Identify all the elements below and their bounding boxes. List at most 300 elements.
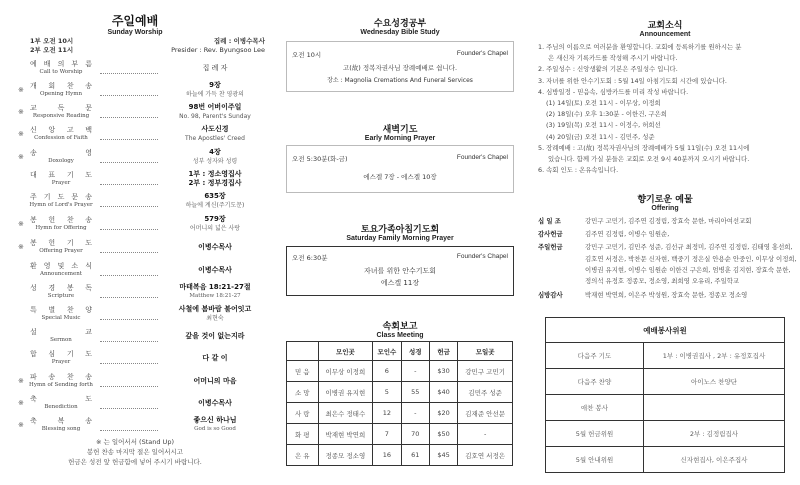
- stand-up-note: ※ 는 일어서서 (Stand Up): [96, 438, 174, 446]
- dotted-leader: [100, 229, 158, 230]
- order-item: [0, 372, 270, 394]
- order-item-char: 경: [48, 284, 56, 292]
- order-item-name-en: Doxology: [48, 158, 74, 164]
- order-item-char: 기: [66, 239, 74, 247]
- sunday-worship-heading: [0, 12, 270, 36]
- order-item-name-en: Special Music: [41, 315, 81, 321]
- dotted-leader: [100, 386, 158, 387]
- offering-list: [538, 216, 798, 301]
- order-item-value-main: 9장: [209, 81, 221, 89]
- stand-up-icon: ※: [18, 86, 24, 94]
- class-meeting-cell: 7: [373, 424, 401, 445]
- class-meeting-header-cell: 모인수: [373, 342, 401, 361]
- dotted-leader: [100, 139, 158, 140]
- class-meeting-cell: 정종모 정소영: [318, 445, 373, 466]
- dotted-leader: [100, 117, 158, 118]
- order-item-char: 찬: [66, 82, 74, 90]
- class-meeting-header-cell: 헌금: [429, 342, 457, 361]
- stand-up-icon: ※: [18, 153, 24, 161]
- announcement-item: 은 새신자 기록카드를 작성해 주시기 바랍니다.: [548, 54, 678, 63]
- order-item: [0, 349, 270, 371]
- service-assignee: 1부 : 이병권집사 , 2부 : 유정호집사: [644, 343, 785, 369]
- wednesday-subtitle: Wednesday Bible Study: [360, 29, 440, 36]
- wednesday-title: 수요성경공부: [373, 19, 427, 29]
- order-item-char: 도: [85, 350, 92, 358]
- order-item-value-main: 마태복음 18:21-27절: [179, 283, 251, 291]
- order-item-char: 송: [30, 149, 37, 157]
- sunday-worship-subtitle: Sunday Worship: [107, 29, 163, 36]
- announcement-list: [538, 42, 796, 176]
- dotted-leader: [100, 73, 158, 74]
- order-item: [0, 327, 270, 349]
- order-item-char: 환: [30, 262, 37, 270]
- saturday-heading: [270, 222, 530, 242]
- order-item-name: [30, 103, 92, 113]
- class-meeting-cell: 화 평: [287, 424, 319, 445]
- order-item-value-main: 이병수목사: [198, 266, 232, 274]
- dawn-time: 오전 5:30분(화-금): [292, 155, 348, 163]
- dotted-leader: [100, 184, 158, 185]
- offering-note-1: 봉헌 찬송 마지막 절은 일어서시고: [86, 448, 184, 456]
- order-item-char: 기: [66, 350, 74, 358]
- saturday-box: [286, 246, 514, 296]
- order-item: [0, 148, 270, 170]
- announcement-item: (3) 19일(목) 오전 11시 - 이정수, 허희선: [546, 121, 661, 130]
- order-item-value-main: 사도신경: [201, 125, 229, 133]
- order-item-value-main: 다 같 이: [202, 354, 228, 362]
- order-item-name-en: Responsive Reading: [32, 113, 90, 119]
- wednesday-time: 오전 10시: [292, 51, 322, 59]
- service-times: [30, 37, 73, 54]
- order-item-char: 도: [57, 193, 65, 201]
- class-meeting-cell: 은 유: [287, 445, 319, 466]
- order-item-name: [30, 148, 92, 158]
- stand-up-icon: ※: [18, 377, 24, 385]
- order-item-value: [165, 170, 265, 188]
- order-item-value: [165, 64, 265, 73]
- order-item-value: [165, 192, 265, 210]
- order-item-value: [165, 399, 265, 408]
- order-item-char: 영: [43, 262, 51, 270]
- order-item-name-en: Benediction: [44, 404, 78, 410]
- order-item-value-main: 98번 어버이주일: [188, 103, 242, 111]
- dotted-leader: [100, 95, 158, 96]
- stand-up-icon: ※: [18, 399, 24, 407]
- stand-up-icon: ※: [18, 130, 24, 138]
- offering-names: 강민구 고민기, 김주연 김정림, 장효숙 문한, 마리아여선교회: [585, 217, 752, 225]
- dawn-title: 새벽기도: [382, 125, 418, 135]
- order-item-char: 헌: [48, 216, 56, 224]
- order-item-char: 소: [71, 262, 79, 270]
- announcement-item: 2. 주일성수 : 신앙생활의 기본은 주일성수 입니다.: [538, 65, 678, 74]
- wednesday-box: [286, 41, 514, 92]
- order-item-char: 송: [85, 417, 92, 425]
- offering-label: 심방감사: [538, 291, 563, 300]
- order-item-char: 독: [57, 104, 65, 112]
- order-item-value: [165, 305, 265, 323]
- order-item-char: 기: [66, 171, 74, 179]
- order-item-char: 송: [85, 373, 92, 381]
- offering-subtitle: Offering: [651, 205, 679, 212]
- order-item-name: [30, 215, 92, 225]
- class-meeting-cell: -: [401, 403, 429, 424]
- order-item-char: 문: [85, 104, 92, 112]
- order-item-value: [165, 416, 265, 434]
- order-item-value: [165, 354, 265, 363]
- order-item-char: 개: [30, 82, 37, 90]
- service-committee-row: [546, 369, 785, 395]
- order-item-name-en: Prayer: [51, 180, 71, 186]
- order-item: [0, 81, 270, 103]
- order-item-char: 앙: [48, 126, 56, 134]
- class-meeting-cell: $20: [429, 403, 457, 424]
- dotted-leader: [100, 341, 158, 342]
- service-committee-row: [546, 395, 785, 421]
- order-item: [0, 170, 270, 192]
- order-item-name: [30, 192, 92, 202]
- announcement-item: (4) 20일(금) 오전 11시 - 김민주, 성준: [546, 132, 655, 141]
- class-meeting-cell: 믿 음: [287, 361, 319, 382]
- order-item-char: 봉: [30, 216, 37, 224]
- offering-label: 주일헌금: [538, 243, 563, 252]
- order-item-char: 송: [85, 82, 92, 90]
- class-meeting-cell: 박재현 박연희: [318, 424, 373, 445]
- order-item-char: 부: [71, 60, 79, 68]
- order-item-name: [30, 416, 92, 426]
- order-item-char: 헌: [48, 239, 56, 247]
- order-item-name-en: Hymn of Sending forth: [29, 382, 93, 388]
- saturday-time: 오전 6:30분: [292, 254, 328, 262]
- order-item-name-en: Hymn for Offering: [35, 225, 87, 231]
- offering-row: [538, 242, 798, 287]
- service-role: 5월 안내위원: [546, 447, 644, 473]
- presider-en: Presider : Rev. Byungsoo Lee: [171, 45, 265, 54]
- dotted-leader: [100, 162, 158, 163]
- service-committee-title: 예배봉사위원: [546, 318, 785, 343]
- order-item: [0, 192, 270, 214]
- class-meeting-header-cell: 모인곳: [318, 342, 373, 361]
- sunday-worship-column: [0, 0, 270, 485]
- offering-row: [538, 229, 798, 240]
- order-item-value-main: 집 례 자: [202, 64, 228, 72]
- service-assignee: [644, 395, 785, 421]
- dawn-box: [286, 145, 514, 193]
- class-meeting-cell: 16: [373, 445, 401, 466]
- order-item-char: 도: [85, 171, 92, 179]
- service-assignee: 2부 : 김정림집사: [644, 421, 785, 447]
- class-meeting-subtitle: Class Meeting: [376, 332, 424, 339]
- order-item-name-en: Offering Prayer: [39, 248, 83, 254]
- dotted-leader: [100, 430, 158, 431]
- stand-up-icon: ※: [18, 243, 24, 251]
- order-item-char: 양: [85, 306, 92, 314]
- order-item-char: 복: [57, 417, 65, 425]
- order-item-name: [30, 305, 92, 315]
- class-meeting-cell: $50: [429, 424, 457, 445]
- order-item-name-en: Hymn of Lord's Prayer: [29, 202, 93, 208]
- class-meeting-cell: 55: [401, 382, 429, 403]
- service-assignee: 아이노스 찬양단: [644, 369, 785, 395]
- sunday-worship-title: 주일예배: [111, 14, 159, 28]
- order-item-char: 찬: [66, 216, 74, 224]
- stand-up-icon: ※: [18, 108, 24, 116]
- wednesday-location: 장소 : Magnolia Cremations And Funeral Services: [327, 77, 473, 84]
- class-meeting-heading: [270, 319, 530, 339]
- saturday-scripture: 에스겔 11장: [380, 279, 420, 287]
- order-item-name: [30, 372, 92, 382]
- order-item-char: 백: [85, 126, 92, 134]
- order-item-value-sub: God is so Good: [194, 426, 236, 432]
- order-item-value: [165, 215, 265, 233]
- order-item-value-sub: No. 98, Parent's Sunday: [179, 113, 251, 120]
- order-item-value-sub: 최현숙: [206, 315, 224, 322]
- order-item-char: 독: [85, 284, 92, 292]
- order-item: [0, 59, 270, 81]
- order-item-char: 영: [85, 149, 92, 157]
- order-item-name: [30, 283, 92, 293]
- order-item-char: 기: [43, 193, 51, 201]
- wednesday-heading: [270, 16, 530, 36]
- offering-heading: [530, 192, 800, 212]
- order-item-value: [165, 377, 265, 386]
- saturday-title: 토요가족아침기도회: [360, 225, 440, 235]
- order-item-char: 별: [48, 306, 56, 314]
- order-item-name-en: Blessing song: [41, 426, 81, 432]
- offering-row: [538, 290, 798, 301]
- order-item-value-sub: 성부 성자와 성령: [192, 158, 238, 165]
- order-item-char: 의: [57, 60, 65, 68]
- order-item-char: 배: [43, 60, 51, 68]
- order-item-char: 특: [30, 306, 37, 314]
- order-item-value: [165, 148, 265, 166]
- order-item-value-main: 4장: [209, 148, 221, 156]
- order-item-name: [30, 394, 92, 404]
- class-meeting-row: [287, 382, 513, 403]
- order-item-char: 심: [48, 350, 56, 358]
- service-committee-row: [546, 421, 785, 447]
- order-item-char: 신: [30, 126, 37, 134]
- service-committee-row: [546, 447, 785, 473]
- order-item-name: [30, 238, 92, 248]
- stand-up-icon: ※: [18, 421, 24, 429]
- order-item-char: 및: [57, 262, 65, 270]
- order-item-char: 설: [30, 328, 37, 336]
- order-item-value: [165, 283, 265, 301]
- order-item: [0, 394, 270, 416]
- dotted-leader: [100, 363, 158, 364]
- class-meeting-header-row: [287, 342, 513, 361]
- order-item-name: [30, 327, 92, 337]
- order-item-char: 축: [30, 395, 37, 403]
- order-item-char: 도: [85, 239, 92, 247]
- dawn-subtitle: Early Morning Prayer: [364, 135, 436, 142]
- order-item: [0, 215, 270, 237]
- class-meeting-cell: $40: [429, 382, 457, 403]
- order-item-char: 교: [30, 104, 37, 112]
- announcement-item: (1) 14일(토) 오전 11시 - 이무상, 이정희: [546, 99, 661, 108]
- order-item-name-en: Sermon: [50, 337, 72, 343]
- offering-names: 박재현 박연희, 이은주 박성원, 장효숙 문한, 정종모 정소영: [585, 291, 748, 300]
- class-meeting-cell: 사 랑: [287, 403, 319, 424]
- class-meeting-cell: -: [401, 361, 429, 382]
- order-item-char: 송: [85, 193, 92, 201]
- class-meeting-cell: 70: [401, 424, 429, 445]
- class-meeting-table: [286, 341, 513, 466]
- offering-names: 김주연 김정림, 이병수 임원순,: [585, 230, 670, 239]
- order-item: [0, 103, 270, 125]
- order-item-value-main: 이병수목사: [198, 243, 232, 251]
- service-role: 5월 헌금위원: [546, 421, 644, 447]
- announcement-heading: [530, 18, 800, 38]
- service-time-2: 2부 오전 11시: [30, 45, 74, 54]
- class-meeting-title: 속회보고: [382, 322, 418, 332]
- announcement-item: 있습니다. 함께 가실 분들은 교회로 오전 9시 40분까지 오시기 바랍니다.: [548, 155, 750, 164]
- order-item-value-sub: 어머니의 넓은 사랑: [189, 225, 241, 232]
- order-item: [0, 283, 270, 305]
- dawn-place: Founder's Chapel: [456, 154, 508, 161]
- order-item-value-sub: The Apostles' Creed: [185, 135, 245, 142]
- order-item: [0, 238, 270, 260]
- class-meeting-cell: 5: [373, 382, 401, 403]
- order-item-value-sub: 2부 : 정부경집사: [188, 179, 242, 187]
- class-meeting-cell: $45: [429, 445, 457, 466]
- order-item-value-main: 어머니의 마음: [193, 377, 237, 385]
- dotted-leader: [100, 275, 158, 276]
- service-role: 애찬 봉사: [546, 395, 644, 421]
- class-meeting-cell: 김호연 서정은: [458, 445, 513, 466]
- order-item-char: 봉: [66, 284, 74, 292]
- order-item-char: 회: [48, 82, 56, 90]
- order-item-char: 예: [30, 60, 37, 68]
- order-item-name: [30, 125, 92, 135]
- class-meeting-header-cell: 성경: [401, 342, 429, 361]
- order-item: [0, 261, 270, 283]
- dotted-leader: [100, 206, 158, 207]
- order-item-char: 송: [48, 373, 56, 381]
- order-item-value-main: 사철에 봄바람 불어잇고: [178, 305, 252, 313]
- order-item-char: 고: [66, 126, 74, 134]
- worship-footer: [0, 437, 270, 467]
- order-item-name-en: Prayer: [51, 359, 71, 365]
- dotted-leader: [100, 252, 158, 253]
- class-meeting-cell: 이병권 유지현: [318, 382, 373, 403]
- order-item-char: 교: [85, 328, 92, 336]
- saturday-note: 자녀를 위한 안수기도회: [363, 267, 437, 275]
- order-item-value-main: 1부 : 정소영집사: [188, 170, 242, 178]
- stand-up-icon: ※: [18, 220, 24, 228]
- order-item-char: 파: [30, 373, 37, 381]
- announcement-item: 1. 주님의 이름으로 여러분을 환영합니다. 교회에 등록하기를 원하시는 분: [538, 43, 742, 51]
- order-item-name-en: Opening Hymn: [39, 91, 83, 97]
- announcement-title: 교회소식: [647, 21, 683, 31]
- order-item-char: 식: [85, 262, 92, 270]
- order-item-char: 송: [85, 216, 92, 224]
- order-item-value-main: 갚을 것이 없는지라: [185, 332, 245, 340]
- order-item-value-sub: 하늘에 가득 찬 영광의: [186, 91, 244, 98]
- order-item-value-main: 좋으신 하나님: [193, 416, 237, 424]
- class-meeting-header-cell: [287, 342, 319, 361]
- order-item-value: [165, 332, 265, 341]
- service-committee-table: [545, 317, 785, 473]
- class-meeting-cell: 김민주 성준: [458, 382, 513, 403]
- class-meeting-row: [287, 403, 513, 424]
- class-meeting-cell: 강민구 고민기: [458, 361, 513, 382]
- class-meeting-cell: 김재준 안선문: [458, 403, 513, 424]
- order-item-value: [165, 243, 265, 252]
- announcement-item: 6. 속회 인도 : 온유속입니다.: [538, 166, 619, 175]
- order-item-value: [165, 266, 265, 275]
- dotted-leader: [100, 408, 158, 409]
- order-item-name-en: Announcement: [39, 271, 82, 277]
- announcements-column: [530, 0, 800, 485]
- order-item-value: [165, 81, 265, 99]
- offering-names: 강민구 고민기, 김민주 성준, 김선규 최정미, 김주연 김정림, 김태영 홍선희, 김호연 서정은, 박찬문 신자현, 백중기 정은실 안용순 안중인, 이무상 이정희, 이병권 유지현, 이병수 임원순 이한건 구은희, 엄병훈 김지현, 장효숙 문한, 정의석 유정호 정종모, 정소영, 최희영 오유리, 주일학교: [585, 243, 797, 286]
- order-item-char: 찬: [66, 373, 74, 381]
- order-item: [0, 125, 270, 147]
- order-item-char: 표: [48, 171, 56, 179]
- order-item-value-main: 579장: [204, 215, 226, 223]
- dawn-heading: [270, 122, 530, 142]
- service-time-1: 1부 오전 10시: [30, 37, 74, 45]
- order-item: [0, 305, 270, 327]
- dotted-leader: [100, 319, 158, 320]
- order-item-name-en: Confession of Faith: [34, 135, 88, 141]
- class-meeting-row: [287, 445, 513, 466]
- wednesday-note: 고(故) 정복자권사님 장례예배로 쉽니다.: [342, 64, 458, 72]
- class-meeting-cell: 소 망: [287, 382, 319, 403]
- order-item-name: [30, 170, 92, 180]
- order-item-value: [165, 125, 265, 143]
- order-item-value: [165, 103, 265, 121]
- class-meeting-cell: 6: [373, 361, 401, 382]
- announcement-item: 4. 심방일정 - 믿음속, 심방카드를 미리 작성 바랍니다.: [538, 87, 689, 96]
- announcement-item: 5. 장례예배 : 고(故) 정복자권사님의 장례예배가 5월 11일(수) 오전 11시에: [538, 143, 750, 152]
- class-meeting-cell: 61: [401, 445, 429, 466]
- order-item-char: 축: [30, 417, 37, 425]
- offering-label: 감사헌금: [538, 230, 563, 239]
- offering-note-2: 헌금은 성전 앞 헌금함에 넣어 주시기 바랍니다.: [68, 458, 202, 466]
- class-meeting-row: [287, 424, 513, 445]
- order-item-char: 문: [71, 193, 79, 201]
- service-assignee: 신자현집사, 이은주집사: [644, 447, 785, 473]
- offering-label: 십 일 조: [538, 217, 561, 225]
- order-item-name: [30, 81, 92, 91]
- order-item-char: 대: [30, 171, 37, 179]
- offering-title: 향기로운 예물: [637, 195, 693, 205]
- wednesday-place: Founder's Chapel: [456, 50, 508, 57]
- order-item-value-main: 635장: [204, 192, 226, 200]
- class-meeting-row: [287, 361, 513, 382]
- service-role: 다음주 찬양: [546, 369, 644, 395]
- order-item-char: 주: [30, 193, 37, 201]
- announcement-item: (2) 18일(수) 오후 1:30분 - 이한건, 구은희: [546, 110, 667, 119]
- order-item-name: [30, 261, 92, 271]
- order-item-char: 합: [30, 350, 37, 358]
- class-meeting-cell: 이무상 이정희: [318, 361, 373, 382]
- dotted-leader: [100, 297, 158, 298]
- order-item-char: 봉: [30, 239, 37, 247]
- order-item-char: 도: [85, 395, 92, 403]
- class-meeting-cell: $30: [429, 361, 457, 382]
- service-committee-row: [546, 343, 785, 369]
- dawn-scripture: 에스겔 7장 - 에스겔 10장: [363, 173, 437, 181]
- class-meeting-cell: -: [458, 424, 513, 445]
- order-item-value-sub: Matthew 18:21-27: [189, 293, 241, 299]
- order-item-char: 성: [30, 284, 37, 292]
- announcement-subtitle: Announcement: [639, 31, 691, 38]
- announcement-item: 3. 자녀를 위한 안수기도회 : 5월 14일 아침기도회 시간에 있습니다.: [538, 76, 727, 85]
- order-item-name: [30, 349, 92, 359]
